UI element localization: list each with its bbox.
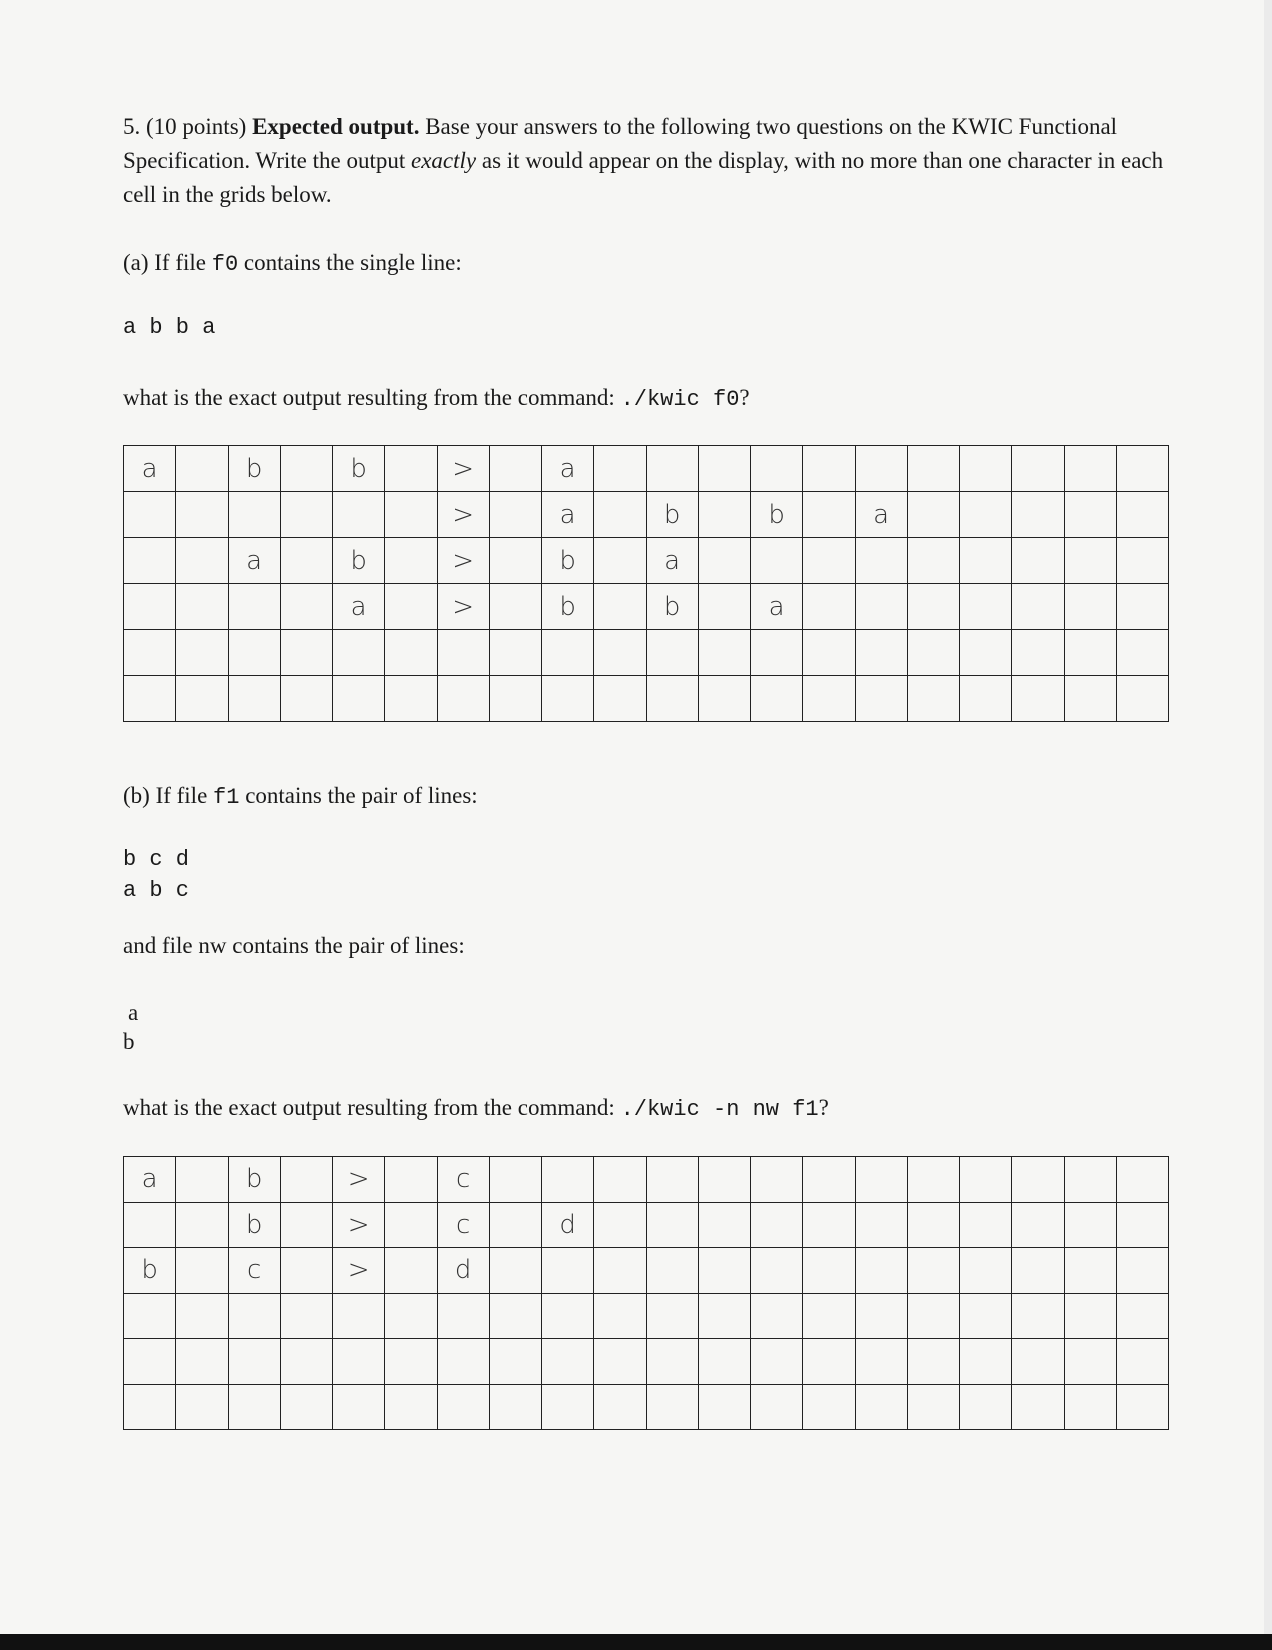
grid-b-cell [1012,1203,1064,1249]
grid-b-cell [856,1157,908,1203]
grid-b-cell [908,1339,960,1385]
grid-b-cell: > [333,1203,385,1249]
grid-b-cell [960,1203,1012,1249]
grid-b-cell: c [438,1203,490,1249]
part-b-nw-file: nw [198,933,227,958]
grid-b-cell [1012,1339,1064,1385]
grid-b-cell [281,1157,333,1203]
grid-a-cell [333,676,385,722]
grid-b-cell: c [229,1248,281,1294]
grid-b-cell [1117,1157,1169,1203]
grid-a-cell [490,538,542,584]
grid-a-cell: b [647,584,699,630]
grid-b-cell [594,1248,646,1294]
grid-b-cell [124,1339,176,1385]
part-b-command: ./kwic -n nw f1 [620,1097,819,1122]
part-b-command-prompt: what is the exact output resulting from the command: [123,1095,621,1120]
grid-a-cell [1012,538,1064,584]
grid-a-cell [333,630,385,676]
grid-a-cell [803,538,855,584]
grid-b-cell [751,1294,803,1340]
grid-a-cell [385,584,437,630]
part-a-question-mark: ? [739,385,750,410]
grid-a-cell [1117,584,1169,630]
grid-a-cell [490,492,542,538]
grid-a-cell [594,584,646,630]
grid-a-cell [1012,676,1064,722]
grid-b-cell [281,1385,333,1431]
grid-a-cell: b [647,492,699,538]
part-b-command-line [123,1095,829,1122]
grid-b-cell: d [542,1203,594,1249]
grid-b-cell [856,1248,908,1294]
grid-b-cell [1065,1339,1117,1385]
grid-a-cell [438,630,490,676]
question-intro-text-2: as it would appear on the display, with no more than one character in each cell in the grids below. [123,148,1164,207]
grid-b-cell [751,1385,803,1431]
grid-a-cell [176,492,228,538]
grid-b-cell [1117,1248,1169,1294]
part-b-file: f1 [213,785,240,810]
grid-a-cell [699,492,751,538]
grid-b-cell [751,1248,803,1294]
grid-b-cell: b [124,1248,176,1294]
grid-b-cell [176,1294,228,1340]
grid-b-cell [281,1339,333,1385]
grid-a-cell: b [751,492,803,538]
grid-a-cell [124,584,176,630]
part-a-prefix: (a) If file [123,250,212,275]
grid-a-cell [1117,538,1169,584]
grid-b-cell [594,1294,646,1340]
grid-a-cell [594,492,646,538]
grid-a-cell: > [438,492,490,538]
grid-a-cell [490,584,542,630]
grid-b-cell [1065,1157,1117,1203]
grid-b-cell [960,1294,1012,1340]
question-points: (10 points) [146,114,247,139]
grid-b-cell [647,1294,699,1340]
grid-b-cell [333,1339,385,1385]
grid-b-cell [490,1157,542,1203]
grid-a-cell [1117,492,1169,538]
grid-b-cell [1012,1248,1064,1294]
grid-b-cell [699,1157,751,1203]
question-emphasis: exactly [411,148,477,173]
grid-b-cell [856,1294,908,1340]
grid-a-cell [856,584,908,630]
grid-a-cell: b [333,446,385,492]
grid-a-cell: b [542,584,594,630]
grid-b-cell [385,1157,437,1203]
grid-a-cell [699,446,751,492]
grid-b-cell [542,1339,594,1385]
grid-b-cell [803,1203,855,1249]
grid-b-cell [385,1385,437,1431]
grid-a-cell [1065,676,1117,722]
grid-a-cell [856,538,908,584]
grid-a-cell [856,676,908,722]
grid-a-cell [908,446,960,492]
grid-b-cell [333,1385,385,1431]
grid-a-cell [1012,584,1064,630]
grid-b-cell [751,1203,803,1249]
grid-a-cell [124,676,176,722]
grid-a-cell [803,676,855,722]
grid-a-cell [803,584,855,630]
grid-a-cell [281,584,333,630]
grid-a-cell [803,446,855,492]
grid-b-cell [647,1339,699,1385]
grid-b-cell [699,1294,751,1340]
grid-b-cell [176,1248,228,1294]
part-a-answer-grid [123,445,1169,722]
part-a-heading [123,250,462,277]
grid-a-cell [490,446,542,492]
grid-a-cell [1012,492,1064,538]
grid-b-cell [176,1385,228,1431]
grid-b-cell: c [438,1157,490,1203]
grid-a-cell: a [124,446,176,492]
grid-b-cell [908,1385,960,1431]
grid-b-cell: d [438,1248,490,1294]
grid-a-cell: > [438,538,490,584]
grid-b-cell [1117,1294,1169,1340]
grid-a-cell: a [647,538,699,584]
question-intro [123,110,1173,212]
part-b-prefix: (b) If file [123,783,214,808]
grid-a-cell [385,492,437,538]
grid-b-cell [594,1339,646,1385]
grid-a-cell [803,630,855,676]
grid-b-cell [908,1203,960,1249]
grid-b-cell [1012,1157,1064,1203]
grid-b-cell [438,1294,490,1340]
grid-a-cell [1117,446,1169,492]
grid-a-cell [1117,676,1169,722]
grid-b-cell [1117,1203,1169,1249]
grid-b-cell [647,1157,699,1203]
grid-a-cell [229,584,281,630]
grid-b-cell [856,1339,908,1385]
part-b-input-line-1: b c d [123,847,190,872]
grid-a-cell [647,630,699,676]
grid-b-cell [751,1157,803,1203]
part-b-heading [123,783,478,810]
grid-b-cell [490,1339,542,1385]
grid-a-cell [908,492,960,538]
grid-a-cell: a [333,584,385,630]
grid-a-cell [699,630,751,676]
grid-b-cell [542,1294,594,1340]
grid-b-cell [1117,1385,1169,1431]
grid-b-cell [542,1385,594,1431]
grid-a-cell [594,538,646,584]
grid-a-cell: a [856,492,908,538]
grid-b-cell [856,1385,908,1431]
grid-b-cell [699,1385,751,1431]
grid-a-cell: b [229,446,281,492]
grid-a-cell [960,676,1012,722]
part-b-question-mark: ? [818,1095,829,1120]
grid-a-cell [229,492,281,538]
grid-b-cell [908,1294,960,1340]
grid-b-cell [751,1339,803,1385]
grid-b-cell [908,1157,960,1203]
grid-a-cell [281,676,333,722]
grid-b-cell [960,1248,1012,1294]
part-a-file: f0 [211,252,239,277]
grid-a-cell [385,538,437,584]
grid-b-cell [699,1339,751,1385]
grid-b-cell [1012,1385,1064,1431]
grid-a-cell [960,584,1012,630]
grid-b-cell [229,1339,281,1385]
grid-a-cell [1065,630,1117,676]
grid-b-cell [594,1385,646,1431]
grid-a-cell [490,630,542,676]
part-b-nw-line-2: b [123,1029,135,1054]
grid-a-cell [1117,630,1169,676]
grid-a-cell [1065,538,1117,584]
grid-b-cell [281,1203,333,1249]
grid-a-cell [1012,446,1064,492]
grid-a-cell [1012,630,1064,676]
grid-b-cell [281,1294,333,1340]
grid-a-cell [1065,446,1117,492]
part-b-nw-line-1: a [128,1000,139,1025]
grid-a-cell [751,538,803,584]
grid-a-cell [281,492,333,538]
grid-b-cell [385,1339,437,1385]
grid-b-cell [960,1385,1012,1431]
grid-a-cell: b [333,538,385,584]
grid-b-cell [490,1385,542,1431]
grid-a-cell [908,538,960,584]
grid-b-cell [1065,1203,1117,1249]
grid-b-cell [1065,1248,1117,1294]
grid-a-cell [124,492,176,538]
grid-a-cell [490,676,542,722]
grid-a-cell [176,538,228,584]
grid-b-cell [333,1294,385,1340]
part-b-suffix: contains the pair of lines: [239,783,478,808]
grid-a-cell [751,630,803,676]
grid-b-cell [647,1248,699,1294]
grid-b-cell [803,1294,855,1340]
grid-a-cell [908,676,960,722]
grid-a-cell [699,584,751,630]
grid-b-cell [124,1203,176,1249]
grid-a-cell [229,630,281,676]
scan-border [0,1634,1272,1650]
part-a-command: ./kwic f0 [620,387,740,412]
question-title: Expected output. [252,114,420,139]
grid-b-cell [490,1294,542,1340]
grid-b-cell [176,1339,228,1385]
grid-a-cell [281,630,333,676]
grid-a-cell [281,446,333,492]
grid-b-cell [594,1157,646,1203]
grid-a-cell [803,492,855,538]
grid-b-cell [438,1339,490,1385]
grid-b-cell [594,1203,646,1249]
grid-a-cell [385,446,437,492]
grid-b-cell [542,1157,594,1203]
grid-a-cell [751,446,803,492]
grid-a-cell [438,676,490,722]
grid-b-cell [1117,1339,1169,1385]
grid-a-cell [124,538,176,584]
grid-a-cell [1065,584,1117,630]
grid-b-cell [960,1157,1012,1203]
grid-b-cell: b [229,1203,281,1249]
grid-a-cell [699,538,751,584]
grid-b-cell [281,1248,333,1294]
grid-a-cell [176,630,228,676]
grid-a-cell [594,676,646,722]
grid-a-cell: a [542,492,594,538]
grid-b-cell [229,1294,281,1340]
grid-a-cell [333,492,385,538]
grid-a-cell [385,630,437,676]
grid-a-cell [699,676,751,722]
grid-a-cell [908,584,960,630]
grid-a-cell [176,584,228,630]
part-a-command-prompt: what is the exact output resulting from the command: [123,385,621,410]
grid-b-cell [647,1385,699,1431]
grid-a-cell [960,538,1012,584]
grid-b-cell [490,1203,542,1249]
grid-b-cell [1012,1294,1064,1340]
grid-a-cell [751,676,803,722]
grid-a-cell [281,538,333,584]
part-b-nw-prefix: and file [123,933,199,958]
grid-b-cell [803,1385,855,1431]
part-a-command-line [123,385,750,412]
grid-b-cell [803,1339,855,1385]
part-b-nw-heading [123,933,465,959]
grid-b-cell [908,1248,960,1294]
grid-a-cell [124,630,176,676]
grid-a-cell [856,446,908,492]
grid-b-cell [960,1339,1012,1385]
grid-b-cell: a [124,1157,176,1203]
part-b-input-line-2: a b c [123,878,190,903]
grid-b-cell [490,1248,542,1294]
grid-a-cell [385,676,437,722]
grid-a-cell [542,676,594,722]
grid-a-cell [960,630,1012,676]
grid-b-cell [856,1203,908,1249]
grid-b-cell [542,1248,594,1294]
grid-b-cell [176,1157,228,1203]
grid-b-cell [1065,1385,1117,1431]
grid-a-cell: > [438,446,490,492]
grid-b-cell [803,1248,855,1294]
grid-a-cell [960,492,1012,538]
grid-a-cell: a [229,538,281,584]
grid-b-cell [385,1203,437,1249]
part-a-suffix: contains the single line: [238,250,462,275]
grid-a-cell: > [438,584,490,630]
grid-b-cell [385,1248,437,1294]
question-intro-text-1: Base your answers to the following two questions on the KWIC Functional Specification. Write the output [123,114,1118,173]
grid-b-cell [176,1203,228,1249]
grid-a-cell [229,676,281,722]
grid-b-cell [699,1248,751,1294]
grid-a-cell [1065,492,1117,538]
grid-a-cell: a [751,584,803,630]
part-b-answer-grid [123,1156,1169,1430]
grid-a-cell [542,630,594,676]
question-number: 5. [123,114,141,139]
grid-a-cell [647,446,699,492]
grid-b-cell [229,1385,281,1431]
grid-b-cell: b [229,1157,281,1203]
grid-a-cell [856,630,908,676]
grid-a-cell: b [542,538,594,584]
grid-a-cell [594,446,646,492]
grid-a-cell [908,630,960,676]
part-a-input-line: a b b a [123,315,216,340]
grid-a-cell [960,446,1012,492]
grid-b-cell [1065,1294,1117,1340]
grid-a-cell: a [542,446,594,492]
grid-a-cell [594,630,646,676]
grid-a-cell [176,446,228,492]
part-b-nw-suffix: contains the pair of lines: [226,933,465,958]
grid-b-cell: > [333,1248,385,1294]
grid-b-cell [699,1203,751,1249]
grid-b-cell [803,1157,855,1203]
grid-b-cell [385,1294,437,1340]
grid-b-cell [438,1385,490,1431]
grid-b-cell [124,1385,176,1431]
grid-b-cell [124,1294,176,1340]
grid-b-cell: > [333,1157,385,1203]
grid-b-cell [647,1203,699,1249]
grid-a-cell [176,676,228,722]
grid-a-cell [647,676,699,722]
